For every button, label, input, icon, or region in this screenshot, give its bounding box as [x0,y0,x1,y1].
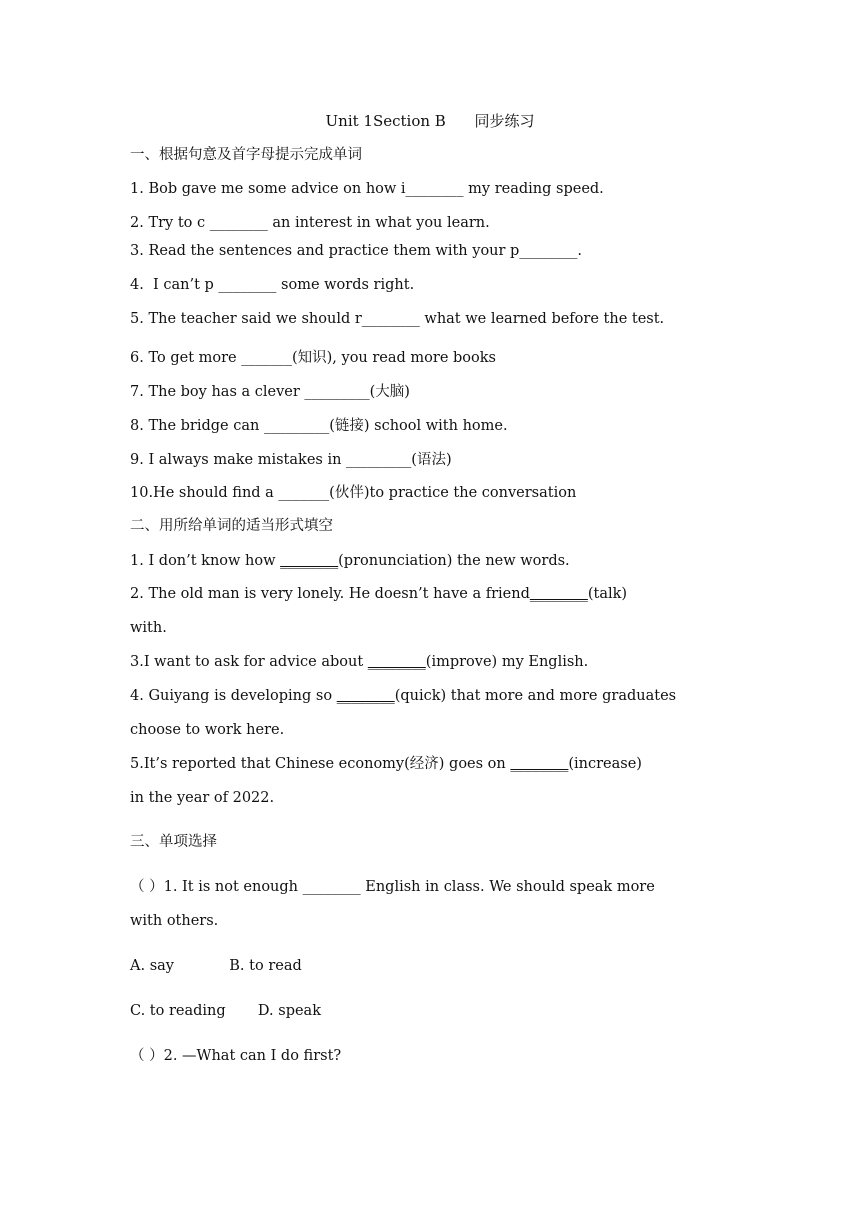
s2-item-4 [130,686,740,706]
s1-item-3: 3. Read the sentences and practice them with your p________. [130,243,582,259]
s3-q1-line1: （ ）1. It is not enough ________ English in class. We should speak more [130,879,655,895]
s3-q1-options-row1: A. say B. to read [130,958,302,974]
s2-item-2-post: (talk) [587,586,628,602]
s2-item-2-blank: ________ [529,586,588,602]
s1-item-2: 2. Try to c ________ an interest in what you learn. [130,215,490,231]
s2-item-1-pre: 1. I don’t know how [130,553,281,569]
s2-item-5-cont: in the year of 2022. [130,790,275,806]
s2-item-1-post: (pronunciation) the new words. [338,553,570,569]
s2-item-2 [130,584,740,604]
page-title: Unit 1Section B 同步练习 [325,112,535,130]
s2-item-4-cont: choose to work here. [130,722,285,738]
s2-item-5-pre: 5.It’s reported that Chinese economy(经济) goes on [130,756,511,772]
s1-item-8: 8. The bridge can _________(链接) school with home. [130,418,508,434]
s2-item-1 [130,551,740,571]
s1-item-4: 4. I can’t p ________ some words right. [130,277,415,293]
s2-item-4-blank: ________ [336,688,395,704]
s2-item-1-blank: ________ [280,553,339,569]
s1-item-1: 1. Bob gave me some advice on how i________ my reading speed. [130,181,604,197]
s3-q1-options-row2: C. to reading D. speak [130,1003,321,1019]
s2-item-4-pre: 4. Guiyang is developing so [130,688,337,704]
s2-item-3 [130,652,740,672]
s1-item-7: 7. The boy has a clever _________(大脑) [130,384,410,400]
s2-item-5-blank: ________ [510,756,569,772]
s2-item-2-cont: with. [130,620,167,636]
s1-item-10: 10.He should find a _______(伙伴)to practice the conversation [130,485,577,501]
s2-item-5 [130,754,740,774]
s2-item-4-post: (quick) that more and more graduates [394,688,677,704]
s2-item-3-post: (improve) my English. [425,654,589,670]
section-1-heading: 一、根据句意及首字母提示完成单词 [130,147,362,163]
section-3-heading: 三、单项选择 [130,834,217,850]
s2-item-5-post: (increase) [568,756,642,772]
s2-item-3-blank: ________ [367,654,426,670]
s1-item-9: 9. I always make mistakes in _________(语法) [130,452,452,468]
s3-q2-line1: （ ）2. —What can I do first? [130,1048,342,1064]
s2-item-3-pre: 3.I want to ask for advice about [130,654,368,670]
s2-item-2-pre: 2. The old man is very lonely. He doesn’t have a friend [130,586,530,602]
section-2-heading: 二、用所给单词的适当形式填空 [130,518,333,534]
s1-item-6: 6. To get more _______(知识), you read more books [130,350,496,366]
s1-item-5: 5. The teacher said we should r________ what we learned before the test. [130,311,665,327]
s3-q1-line2: with others. [130,913,219,929]
